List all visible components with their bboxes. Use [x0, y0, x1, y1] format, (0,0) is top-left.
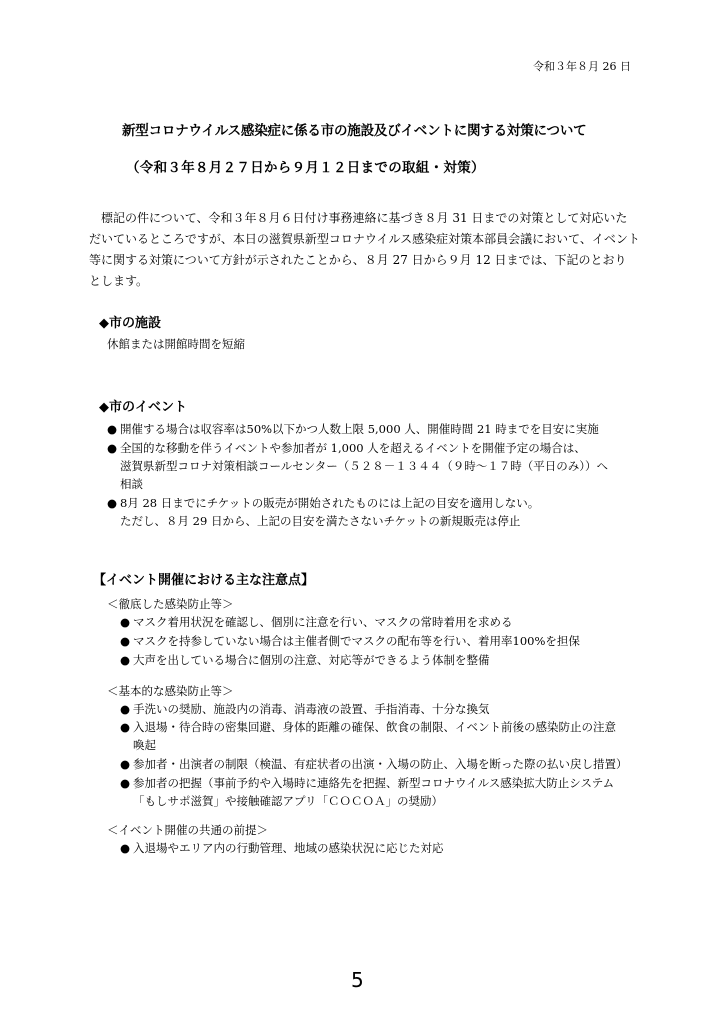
bullet-icon: ●: [120, 634, 131, 648]
bullet-icon: ●: [120, 702, 131, 716]
notes-item: [120, 755, 628, 773]
intro-line: 標記の件について、令和３年８月６日付け事務連絡に基づき８月 31 日までの対策として対応いた: [89, 211, 628, 225]
bullet-icon: ●: [120, 841, 131, 855]
notes-section-label: ＜イベント開催の共通の前提＞: [107, 823, 268, 837]
notes-item-text: マスクを持参していない場合は主催者側でマスクの配布等を行い、着用率100%を担保: [133, 634, 580, 648]
document-title: 新型コロナウイルス感染症に係る市の施設及びイベントに関する対策について: [122, 123, 587, 139]
notes-item: [120, 839, 444, 857]
notes-item: [120, 718, 616, 754]
document-date: 令和３年８月 26 日: [533, 60, 631, 73]
notes-section-label: ＜徹底した感染防止等＞: [107, 597, 234, 611]
bullet-icon: ●: [120, 757, 131, 771]
intro-paragraph: [89, 208, 639, 292]
facilities-text: 休館または開館時間を短縮: [107, 337, 245, 351]
intro-line: とします。: [89, 274, 149, 288]
notes-item-text: 参加者・出演者の制限（検温、有症状者の出演・入場の防止、入場を断った際の払い戻し措置）: [133, 757, 628, 771]
events-item: [107, 420, 599, 438]
bullet-icon: ●: [120, 720, 131, 734]
events-item-text: 相談: [120, 477, 143, 491]
events-item-text: 開催する場合は収容率は50%以下かつ人数上限 5,000 人、開催時間 21 時までを目安に実施: [120, 422, 599, 436]
events-item-text: ただし、８月 29 日から、上記の目安を満たさないチケットの新規販売は停止: [120, 514, 521, 528]
page-number: 5: [351, 968, 364, 992]
bullet-icon: ●: [107, 422, 118, 436]
document-subtitle: （令和３年８月２７日から９月１２日までの取組・対策）: [126, 160, 485, 176]
notes-item: [120, 613, 513, 631]
bullet-icon: ●: [107, 496, 118, 510]
events-item-text: 滋賀県新型コロナ対策相談コールセンター（５２８－１３４４（９時～１７時（平日のみ））へ: [120, 459, 609, 473]
notes-item-text: 入退場やエリア内の行動管理、地域の感染状況に応じた対応: [133, 841, 444, 855]
notes-item-text: 喚起: [133, 738, 156, 752]
notes-item: [120, 700, 490, 718]
notes-item: [120, 632, 580, 650]
notes-item-text: マスク着用状況を確認し、個別に注意を行い、マスクの常時着用を求める: [133, 615, 513, 629]
facilities-heading: ◆市の施設: [99, 316, 161, 331]
notes-item-text: 手洗いの奨励、施設内の消毒、消毒液の設置、手指消毒、十分な換気: [133, 702, 490, 716]
notes-item-text: 大声を出している場合に個別の注意、対応等ができるよう体制を整備: [133, 653, 490, 667]
notes-item-text: 「もしサポ滋賀」や接触確認アプリ「ＣＯＣＯＡ」の奨励）: [133, 794, 444, 808]
bullet-icon: ●: [120, 653, 131, 667]
events-item-text: 全国的な移動を伴うイベントや参加者が 1,000 人を超えるイベントを開催予定の場合は、: [120, 441, 586, 455]
notes-item-text: 入退場・待合時の密集回避、身体的距離の確保、飲食の制限、イベント前後の感染防止の注意: [133, 720, 616, 734]
events-item-text: 8月 28 日までにチケットの販売が開始されたものには上記の目安を適用しない。: [120, 496, 540, 510]
events-item: [107, 494, 539, 530]
bullet-icon: ●: [107, 441, 118, 455]
events-heading: ◆市のイベント: [99, 400, 187, 415]
notes-heading: 【イベント開催における主な注意点】: [93, 573, 315, 588]
notes-section-label: ＜基本的な感染防止等＞: [107, 684, 234, 698]
intro-line: 等に関する対策について方針が示されたことから、８月 27 日から９月 12 日までは、下記のとおり: [89, 253, 627, 267]
notes-item: [120, 651, 490, 669]
notes-item: [120, 774, 614, 810]
bullet-icon: ●: [120, 776, 131, 790]
notes-item-text: 参加者の把握（事前予約や入場時に連絡先を把握、新型コロナウイルス感染拡大防止システム: [133, 776, 615, 790]
events-item: [107, 439, 608, 493]
intro-line: だいているところですが、本日の滋賀県新型コロナウイルス感染症対策本部員会議において、イベント: [89, 232, 640, 246]
bullet-icon: ●: [120, 615, 131, 629]
